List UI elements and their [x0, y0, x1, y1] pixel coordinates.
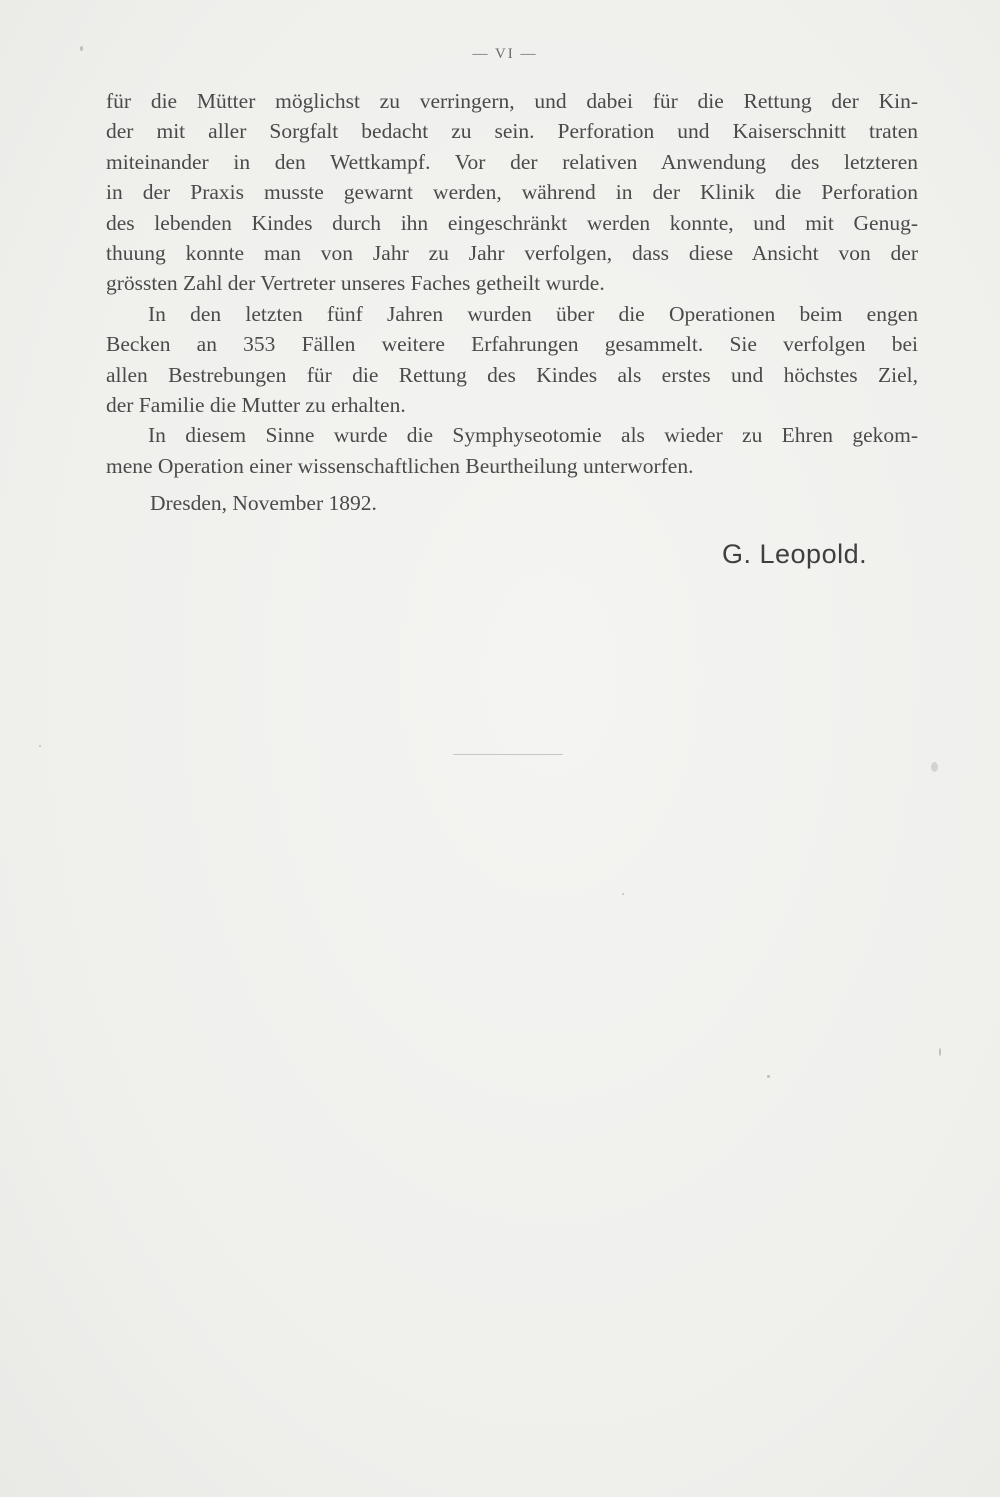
body-text — [106, 86, 918, 481]
text-line: thuung konnte man von Jahr zu Jahr verfolgen, dass diese Ansicht von der — [106, 240, 918, 265]
paper-speck — [39, 745, 41, 747]
author-signature: G. Leopold. — [722, 539, 868, 569]
text-line: der mit aller Sorgfalt bedacht zu sein. Perforation und Kaiserschnitt traten — [106, 119, 918, 144]
paper-speck — [931, 762, 938, 772]
text-line: grössten Zahl der Vertreter unseres Faches getheilt wurde. — [106, 271, 605, 296]
text-line: In diesem Sinne wurde die Symphyseotomie als wieder zu Ehren gekom- — [148, 423, 918, 448]
text-line: der Familie die Mutter zu erhalten. — [106, 392, 406, 417]
paper-speck — [622, 893, 624, 895]
text-line: mene Operation einer wissenschaftlichen Beurtheilung unterworfen. — [106, 453, 694, 478]
text-line: in der Praxis musste gewarnt werden, während in der Klinik die Perforation — [106, 180, 918, 205]
text-line: miteinander in den Wettkampf. Vor der relativen Anwendung des letzteren — [106, 149, 918, 174]
text-line: für die Mütter möglichst zu verringern, und dabei für die Rettung der Kin- — [106, 89, 918, 113]
paper-speck — [767, 1075, 770, 1078]
text-line: Becken an 353 Fällen weitere Erfahrungen gesammelt. Sie verfolgen bei — [106, 332, 918, 357]
text-line: allen Bestrebungen für die Rettung des Kindes als erstes und höchstes Ziel, — [106, 362, 918, 387]
text-line: des lebenden Kindes durch ihn eingeschränkt werden konnte, und mit Genug- — [106, 210, 918, 235]
page-number: — VI — — [472, 46, 538, 62]
place-date: Dresden, November 1892. — [150, 491, 377, 515]
horizontal-rule — [453, 754, 563, 755]
text-line: In den letzten fünf Jahren wurden über die Operationen beim engen — [148, 301, 918, 326]
paper-speck — [939, 1048, 941, 1056]
paper-speck — [80, 46, 83, 51]
